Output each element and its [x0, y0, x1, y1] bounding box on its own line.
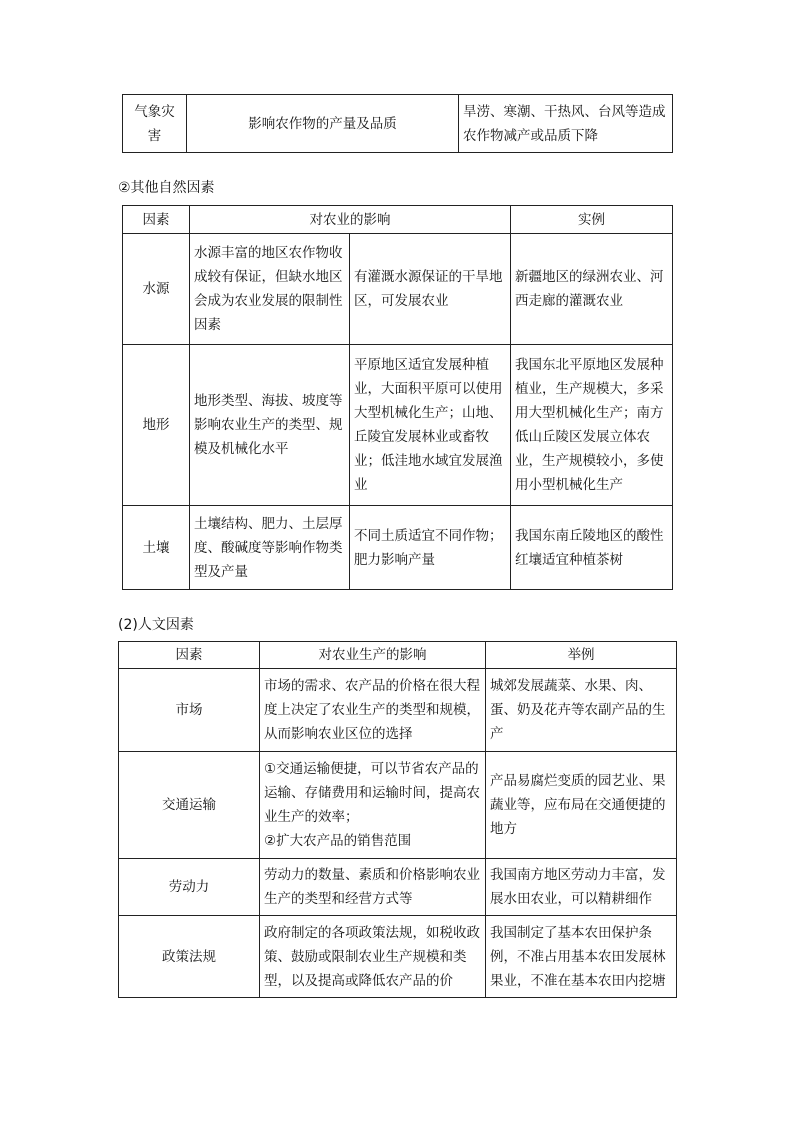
table-row: [123, 345, 673, 506]
factor-cell: 水源: [123, 234, 190, 345]
example-cell: 我国制定了基本农田保护条例，不准占用基本农田发展林果业，不准在基本农田内挖塘: [486, 916, 677, 998]
table-row: [119, 859, 677, 916]
section-heading-human-factors: (2)人文因素: [118, 617, 194, 633]
effect-point-1: ①交通运输便捷，可以节省农产品的运输、存储费用和运输时间，提高农业生产的效率；: [264, 761, 480, 825]
header-example: 实例: [511, 206, 673, 234]
factor-cell: 交通运输: [119, 752, 260, 859]
table-row: [119, 916, 677, 998]
table-row: [123, 95, 673, 153]
factor-cell: 市场: [119, 669, 260, 752]
table-header-row: [123, 206, 673, 234]
factor-cell: 政策法规: [119, 916, 260, 998]
factor-cell: 劳动力: [119, 859, 260, 916]
human-factors-table: [118, 641, 677, 998]
effect-cell: 劳动力的数量、素质和价格影响农业生产的类型和经营方式等: [260, 859, 486, 916]
example-cell: 我国南方地区劳动力丰富，发展水田农业，可以精耕细作: [486, 859, 677, 916]
effect-cell: 影响农作物的产量及品质: [187, 95, 459, 153]
example-cell: 新疆地区的绿洲农业、河西走廊的灌溉农业: [511, 234, 673, 345]
table-row: [119, 752, 677, 859]
effect-cell: 市场的需求、农产品的价格在很大程度上决定了农业生产的类型和规模，从而影响农业区位的选择: [260, 669, 486, 752]
header-factor: 因素: [119, 642, 260, 669]
effect-cell: [260, 752, 486, 859]
other-natural-factors-table: [122, 205, 673, 590]
effect-cell: 政府制定的各项政策法规，如税收政策、鼓励或限制农业生产规模和类型，以及提高或降低农产品的价: [260, 916, 486, 998]
example-cell: 我国东北平原地区发展种植业，生产规模大，多采用大型机械化生产；南方低山丘陵区发展立体农业，生产规模较小，多使用小型机械化生产: [511, 345, 673, 506]
effect-cell: 水源丰富的地区农作物收成较有保证，但缺水地区会成为农业发展的限制性因素: [190, 234, 350, 345]
table-row: [123, 506, 673, 590]
header-effect: 对农业的影响: [190, 206, 511, 234]
effect-detail-cell: 有灌溉水源保证的干旱地区，可发展农业: [350, 234, 511, 345]
section-heading-other-natural-factors: ②其他自然因素: [118, 180, 215, 196]
table-row: [123, 234, 673, 345]
factor-cell: 土壤: [123, 506, 190, 590]
effect-point-2: ②扩大农产品的销售范围: [264, 833, 412, 849]
effect-detail-cell: 不同土质适宜不同作物；肥力影响产量: [350, 506, 511, 590]
meteorological-disaster-table: [122, 94, 673, 153]
example-cell: 旱涝、寒潮、干热风、台风等造成农作物减产或品质下降: [459, 95, 673, 153]
factor-cell: 地形: [123, 345, 190, 506]
effect-detail-cell: 平原地区适宜发展种植业，大面积平原可以使用大型机械化生产；山地、丘陵宜发展林业或畜牧业；低洼地水域宜发展渔业: [350, 345, 511, 506]
factor-cell: 气象灾害: [123, 95, 187, 153]
example-cell: 产品易腐烂变质的园艺业、果蔬业等，应布局在交通便捷的地方: [486, 752, 677, 859]
header-example: 举例: [486, 642, 677, 669]
table-row: [119, 669, 677, 752]
effect-cell: 土壤结构、肥力、土层厚度、酸碱度等影响作物类型及产量: [190, 506, 350, 590]
table-header-row: [119, 642, 677, 669]
example-cell: 城郊发展蔬菜、水果、肉、蛋、奶及花卉等农副产品的生产: [486, 669, 677, 752]
header-factor: 因素: [123, 206, 190, 234]
header-effect: 对农业生产的影响: [260, 642, 486, 669]
effect-cell: 地形类型、海拔、坡度等影响农业生产的类型、规模及机械化水平: [190, 345, 350, 506]
example-cell: 我国东南丘陵地区的酸性红壤适宜种植茶树: [511, 506, 673, 590]
